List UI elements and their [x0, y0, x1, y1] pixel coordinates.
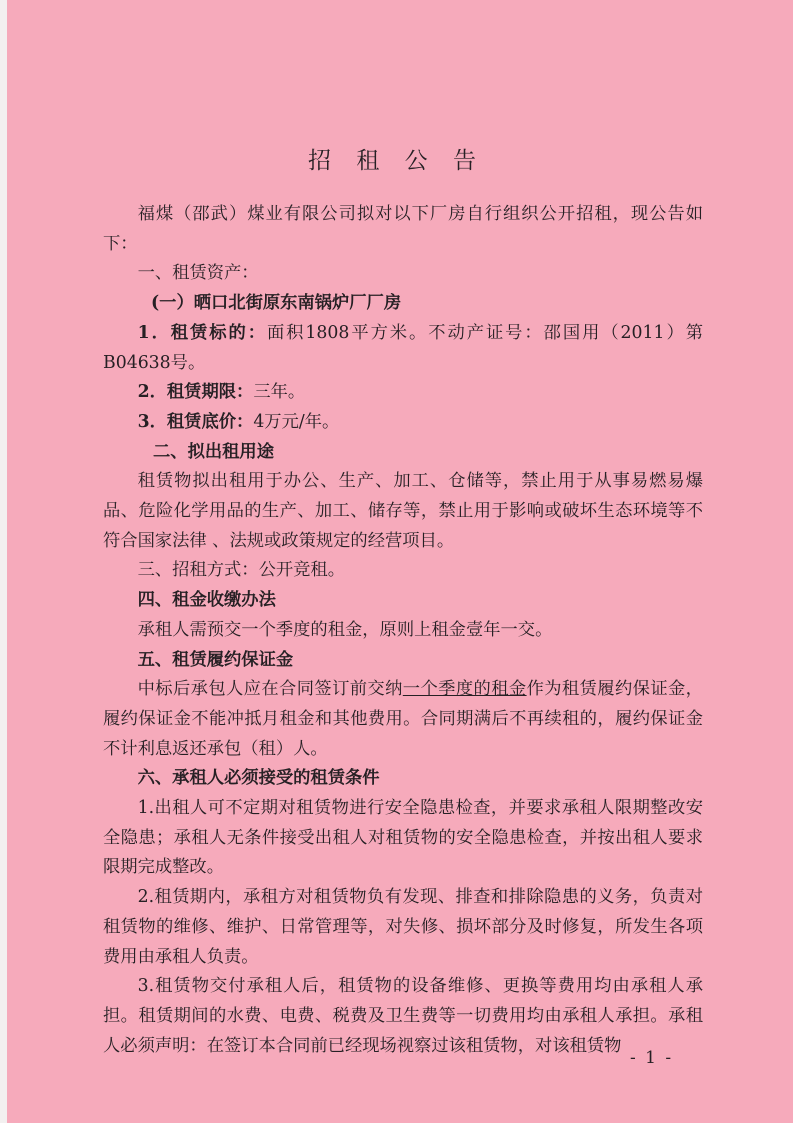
section2-text: 租赁物拟出租用于办公、生产、加工、仓储等，禁止用于从事易燃易爆品、危险化学用品的生产、加工、储存等，禁止用于影响或破坏生态环境等不符合国家法律 、法规或政策规定的经营项目。 — [103, 471, 703, 551]
intro-paragraph: 福煤（邵武）煤业有限公司拟对以下厂房自行组织公开招租，现公告如下： — [103, 204, 703, 254]
item3-label: 3．租赁底价： — [137, 411, 254, 432]
section5-heading: 五、租赁履约保证金 — [137, 649, 294, 670]
section3-text: 公开竞租。 — [258, 560, 345, 581]
section5-text-underlined: 一个季度的租金 — [402, 679, 527, 700]
section4-text: 承租人需预交一个季度的租金，原则上租金壹年一交。 — [137, 619, 553, 640]
section5-text-before: 中标后承包人应在合同签订前交纳 — [137, 679, 403, 700]
section5-text — [103, 675, 703, 764]
page-number: - 1 - — [630, 1048, 674, 1068]
section1-item3 — [103, 408, 703, 438]
item1-text: 面积1808平方米。不动产证号：邵国用（2011）第B04638号。 — [103, 322, 703, 373]
section3-heading: 三、招租方式： — [137, 560, 259, 581]
section1-subheading: (一）晒口北街原东南锅炉厂厂房 — [151, 293, 402, 314]
section6-item-2: 2.租赁期内，承租方对租赁物负有发现、排查和排除隐患的义务，负责对租赁物的维修、维护、日常管理等，对失修、损坏部分及时修复，所发生各项费用由承租人负责。 — [103, 887, 703, 967]
section2-heading: 二、拟出租用途 — [153, 441, 274, 462]
item2-text: 三年。 — [253, 382, 306, 403]
item2-label: 2．租赁期限： — [137, 382, 254, 403]
section6-item-1: 1.出租人可不定期对租赁物进行安全隐患检查，并要求承租人限期整改安全隐患；承租人无条件接受出租人对租赁物的安全隐患检查，并按出租人要求限期完成整改。 — [103, 798, 703, 878]
section1-heading: 一、租赁资产： — [137, 263, 259, 284]
section4-heading: 四、租金收缴办法 — [137, 590, 276, 611]
document-body — [103, 200, 703, 1061]
page-title: 招 租 公 告 — [308, 148, 485, 174]
item3-text: 4万元/年。 — [253, 411, 340, 432]
section3-paragraph — [103, 556, 703, 586]
section1-item1 — [103, 319, 703, 378]
section6-item-3: 3.租赁物交付承租人后，租赁物的设备维修、更换等费用均由承租人承担。租赁期间的水费、电费、税费及卫生费等一切费用均由承租人承担。承租人必须声明：在签订本合同前已经现场视察过该租赁物，对该租赁物 — [103, 976, 703, 1056]
section1-item2 — [103, 378, 703, 408]
section5-text-after: 作为租赁履约保证金，履约保证金不能冲抵月租金和其他费用。合同期满后不再续租的，履约保证金不计利息返还承包（租）人。 — [103, 679, 703, 759]
section6-heading: 六、承租人必须接受的租赁条件 — [137, 768, 380, 789]
item1-label: 1．租赁标的： — [137, 322, 267, 343]
